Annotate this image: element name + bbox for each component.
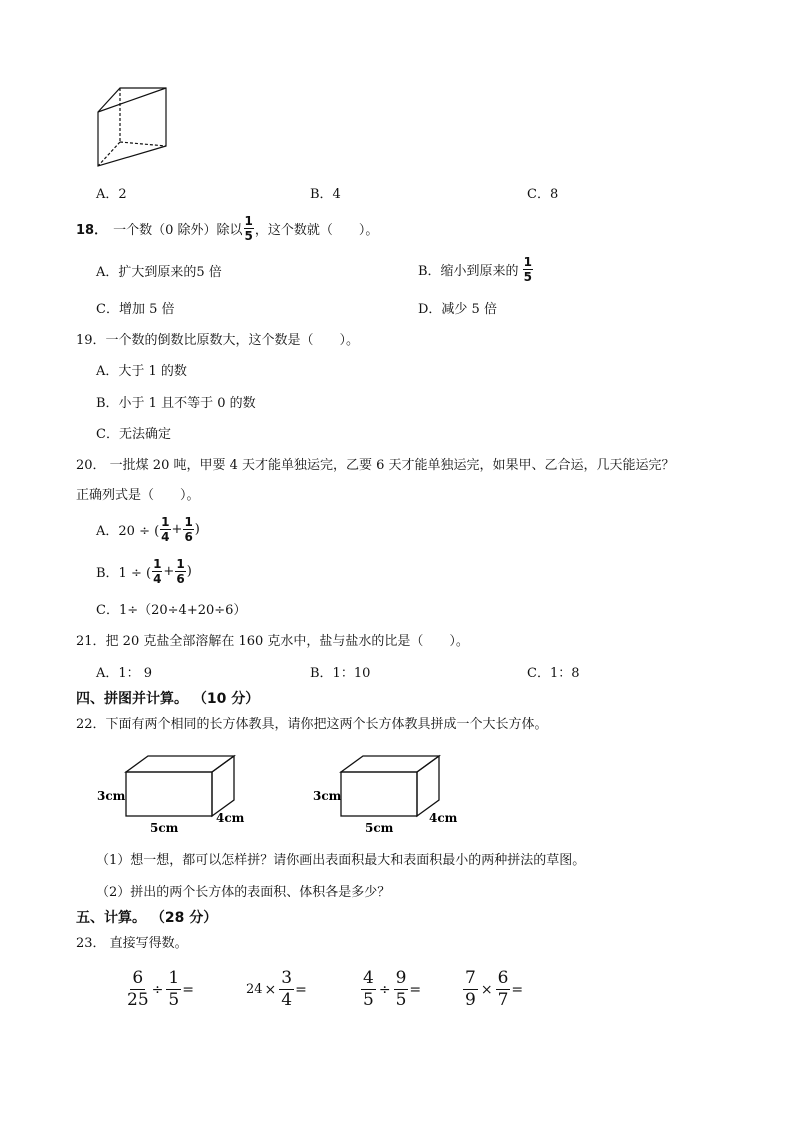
fraction <box>463 970 478 1009</box>
cuboid-2-width-label: 4cm <box>429 811 458 825</box>
fraction <box>279 970 294 1009</box>
fraction-denominator: 5 <box>168 990 180 1010</box>
plus-sign: + <box>163 564 175 579</box>
fraction <box>496 970 511 1009</box>
q18-option-d[interactable]: D．减少 5 倍 <box>418 302 497 317</box>
fraction-numerator: 3 <box>281 968 293 988</box>
cuboid-1-length-label: 5cm <box>150 821 179 835</box>
q21-option-c[interactable]: C．1：8 <box>527 666 580 681</box>
equals-sign: = <box>511 981 524 998</box>
q20-option-a-frac-1 <box>160 516 170 543</box>
q21-option-a[interactable]: A．1： 9 <box>96 666 153 681</box>
fraction-denominator: 5 <box>395 990 407 1010</box>
fraction-denominator: 4 <box>161 530 170 544</box>
cuboid-1-width-label: 4cm <box>216 811 245 825</box>
fraction-denominator: 25 <box>127 990 149 1010</box>
fraction-numerator: 9 <box>395 968 407 988</box>
close-paren: ) <box>194 522 200 537</box>
q17-option-a[interactable]: A．2 <box>96 187 127 202</box>
q18-option-b[interactable] <box>418 256 534 283</box>
equals-sign: = <box>295 981 307 998</box>
cuboid-1-height-label: 3cm <box>97 789 126 803</box>
q21-option-b[interactable]: B．1：10 <box>310 666 371 681</box>
fraction <box>394 970 409 1009</box>
q23-expression-3[interactable] <box>360 970 421 1009</box>
fraction-numerator: 6 <box>497 968 509 988</box>
q18-stem-fraction <box>244 215 254 242</box>
q19-stem: 19．一个数的倒数比原数大，这个数是（ ）。 <box>76 333 360 348</box>
q20-option-a-frac-2 <box>183 516 193 543</box>
fraction <box>361 970 376 1009</box>
q19-option-c[interactable]: C．无法确定 <box>96 427 171 442</box>
fraction-denominator: 5 <box>363 990 374 1010</box>
operator: × <box>264 981 277 998</box>
fraction-numerator: 1 <box>523 255 532 269</box>
q23-expression-1[interactable] <box>126 970 194 1009</box>
fraction-denominator: 6 <box>176 572 185 586</box>
equals-sign: = <box>409 981 422 998</box>
q22-stem: 22．下面有两个相同的长方体教具，请你把这两个长方体教具拼成一个大长方体。 <box>76 717 548 732</box>
cuboid-figure-1 <box>96 752 256 836</box>
q18-stem <box>76 215 378 242</box>
fraction-numerator: 1 <box>168 968 180 988</box>
fraction-numerator: 6 <box>132 968 144 988</box>
q18-option-b-fraction <box>523 256 533 283</box>
q21-stem: 21．把 20 克盐全部溶解在 160 克水中，盐与盐水的比是（ ）。 <box>76 634 469 649</box>
q22-sub-question-1: （1）想一想，都可以怎样拼？请你画出表面积最大和表面积最小的两种拼法的草图。 <box>96 853 586 868</box>
q20-option-c[interactable]: C．1÷（20÷4+20÷6） <box>96 603 247 618</box>
fraction-numerator: 1 <box>244 214 253 228</box>
fraction <box>166 970 181 1009</box>
fraction-denominator: 9 <box>465 990 476 1010</box>
fraction-denominator: 4 <box>153 572 162 586</box>
fraction-numerator: 7 <box>465 968 476 988</box>
whole-number: 24 <box>246 982 263 997</box>
q20-option-b-prefix: B．1 ÷ ( <box>96 566 152 581</box>
cuboid-figure-2 <box>311 752 471 836</box>
q18-number: 18． <box>76 223 108 238</box>
q23-expression-2[interactable] <box>246 970 307 1009</box>
q18-stem-text-2: ，这个数就（ ）。 <box>254 223 379 238</box>
prism-figure <box>94 84 170 170</box>
section-4-heading: 四、拼图并计算。 （10 分） <box>76 691 260 707</box>
fraction-denominator: 6 <box>184 530 193 544</box>
q18-option-b-text: B．缩小到原来的 <box>418 264 519 279</box>
cuboid-2-height-label: 3cm <box>313 789 342 803</box>
fraction-denominator: 7 <box>497 990 509 1010</box>
q20-option-b[interactable] <box>96 558 192 585</box>
fraction-numerator: 1 <box>184 515 193 529</box>
q18-option-c[interactable]: C．增加 5 倍 <box>96 302 175 317</box>
fraction-denominator: 4 <box>281 990 293 1010</box>
q20-stem-line-1: 20． 一批煤 20 吨，甲要 4 天才能单独运完，乙要 6 天才能单独运完，如果甲、乙合运，几天能运完？ <box>76 458 675 473</box>
operator: ÷ <box>378 981 391 998</box>
section-5-heading: 五、计算。 （28 分） <box>76 910 218 926</box>
fraction <box>127 970 149 1009</box>
equals-sign: = <box>182 981 194 998</box>
q18-option-a[interactable]: A．扩大到原来的5 倍 <box>96 265 222 280</box>
q20-option-a-prefix: A．20 ÷ ( <box>96 524 160 539</box>
fraction-numerator: 1 <box>153 557 162 571</box>
fraction-numerator: 4 <box>363 968 374 988</box>
q17-option-c[interactable]: C．8 <box>527 187 559 202</box>
q19-option-b[interactable]: B．小于 1 且不等于 0 的数 <box>96 396 256 411</box>
fraction-denominator: 5 <box>523 270 532 284</box>
q23-stem: 23． 直接写得数。 <box>76 936 188 951</box>
q20-stem-line-2: 正确列式是（ ）。 <box>76 488 200 503</box>
fraction-numerator: 1 <box>176 557 185 571</box>
fraction-numerator: 1 <box>161 515 170 529</box>
operator: × <box>480 981 493 998</box>
plus-sign: + <box>171 522 183 537</box>
operator: ÷ <box>151 981 164 998</box>
close-paren: ) <box>186 564 192 579</box>
q18-stem-text-1: 一个数（0 除外）除以 <box>113 223 243 238</box>
q22-sub-question-2: （2）拼出的两个长方体的表面积、体积各是多少？ <box>96 885 391 900</box>
q20-option-a[interactable] <box>96 516 200 543</box>
q17-option-b[interactable]: B．4 <box>310 187 341 202</box>
cuboid-2-length-label: 5cm <box>365 821 394 835</box>
fraction-denominator: 5 <box>244 229 253 243</box>
q20-option-b-frac-1 <box>152 558 162 585</box>
q20-option-b-frac-2 <box>175 558 185 585</box>
q19-option-a[interactable]: A．大于 1 的数 <box>96 364 187 379</box>
q23-expression-4[interactable] <box>462 970 523 1009</box>
